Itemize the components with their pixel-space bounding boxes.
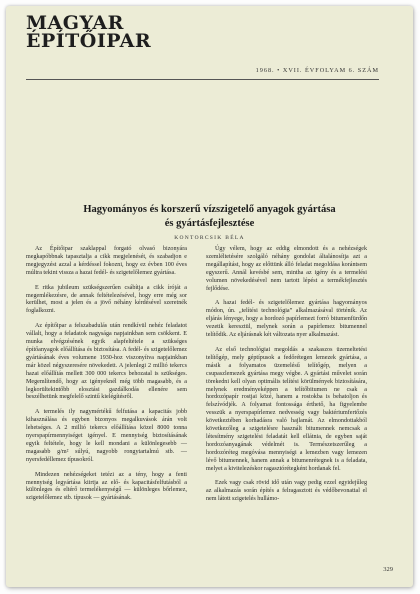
- page-number: 329: [383, 566, 393, 573]
- magazine-page: [6, 6, 413, 587]
- left-paragraph-2: E ritka jubileum szükségszerűen csábítja a cikk íróját a megemlékezésre, de annak feltételezésével, hogy erre még sor kerülhet, most a jelen és a jövő néhány kérdésével szeretnék foglalkozni.: [26, 284, 187, 315]
- issue-info: 1968. • XVII. ÉVFOLYAM 6. SZÁM: [255, 67, 379, 74]
- right-paragraph-2: A hazai fedél- és szigetelőlemez gyártása hagyományos módon, ún. „telítési technológia” alkalmazásával történik. Az eljárás lényege, hogy a hordozó papírlemezt forró bitumenfürdőn vezetik keresztül, melynek során a papírlemez bitumennel telítődik. Az eljárásnak két változata nyer alkalmazást.: [206, 300, 367, 339]
- article-title-line-1: Hagyományos és korszerű vízszigetelő anyagok gyártása: [83, 204, 336, 215]
- left-paragraph-1: Az Építőipar szaklappal forgató olvasó bizonyára megkapóbbnak tapasztalja a cikk megjelenését, és szabadjon e megjegyzést azzal a kérdéssel fokozni, hogy ez évben 100 éves múltra tekint vissza a hazai fedél- és szigetelőlemez gyártása.: [26, 246, 187, 276]
- left-paragraph-5: Mindezen nehézségeket tetézi az a tény, hogy a fenti mennyiség legyártása kiirtja az elő- és kapacitásfelfutásból a különleges és eltérő termelékenységű — különleges bőrlemez, szigetelőlemez stb. típusok — gyártásának.: [26, 471, 187, 502]
- left-paragraph-4: A termelés ily nagymértékű felfutása a kapacitás jobb kihasználása és egyben bizonyos megalkuvások árán volt lehetséges. A 2 millió tekercs előállítása közel 8000 tonna nyerspapírmennyiséget igényel. E mennyiség biztosításának egyik feltétele, hogy le kell mondani a különlegesebb — magasabb g/m² súlyú, nagyobb rongytartalmú stb. — nyersfedéllemez típusokról.: [26, 409, 187, 463]
- article-left-column: [26, 246, 187, 503]
- masthead-line-1: MAGYAR: [26, 12, 124, 34]
- left-paragraph-3: Az építőipar a felszabadulás után rendkívül nehéz feladatot vállalt, hogy a feladatok nagysága napjainkban sem csökkent. E munka elvégzésének egyik alapfeltétele a szükséges építőanyagok előállítása és biztosítása. A fedél- és szigetelőlemez gyártásának éves volumene 1930-hoz viszonyítva napjainkban már közel négyszeresére növekedett. A jelenlegi 2 millió tekercs hazai előállítás mellett 300 000 tekercs behozatal is szükséges. Megemlítendő, hogy az igényeknél még több magasabb, és a legkorültekintőbb elosztási gazdálkodás ellenére sem beszélhetünk megfelelő szintű kielégítésről.: [26, 323, 187, 401]
- article-title: [26, 203, 393, 230]
- article-title-line-2: és gyártásfejlesztése: [164, 217, 255, 229]
- header-rule: [26, 79, 379, 80]
- right-paragraph-4: Ezek vagy csak rövid idő után vagy pedig ezzel egyidejűleg az alkalmazás során építés a felragasztott és védőbevonattal el nem látott szigetelés hullámo-: [206, 480, 367, 503]
- magazine-masthead: [26, 14, 151, 50]
- right-paragraph-1: Úgy vélem, hogy az eddig elmondott és a nehézségek szemléltetésére szolgáló néhány gondolat általánosítja azt a megállapítást, hogy az előttünk álló feladat megoldása korántsem egyszerű. Annál kevésbé sem, mintha az igény és a termelési volumen növekedésével nem tartott lépést a termékfejlesztés fejlődése.: [206, 246, 367, 292]
- right-paragraph-3: Az első technológiai megoldás a szakaszos üzemeltetési telítőgép, mely géptípusok a fedőrétegen lemezek gyártása, a másik a folyamatos üzemelésű telítőgép, melyen a csupaszlemezek gyártása megy végbe. A gyártási művelet során törekedni kell olyan optimális telítési körülmények biztosítására, melynek eredményeképpen a telítőbitumen ne csak a hordozópapír rostjai közé, hanem a rostokba is behatoljon és felszívódjék. A folyamat fontossága érthető, ha figyelembe vesszük a nyerspapírlemez nedvesség vagy baktériumfertőzés következtében korhadásra való hajlamát. Az elmondottakból következőleg a szigetelésre használt bitumennek nemcsak a létesítmény szigetelési feladatát kell ellátnia, de egyben saját hordozóanyagának védelmét is. Természetszerűleg a hordozóréteg megóvása mennyiségi a lemezben vagy lemezen lévő bitumennek, hanem annak a bitumenrétegnek is a feladata, melyet a kivitelezéskor ragasztórétegként hordanak fel.: [206, 346, 367, 472]
- masthead-line-2: ÉPÍTŐIPAR: [26, 30, 152, 52]
- article-right-column: [206, 246, 367, 504]
- article-author: KONTORCSIK BÉLA: [174, 235, 245, 241]
